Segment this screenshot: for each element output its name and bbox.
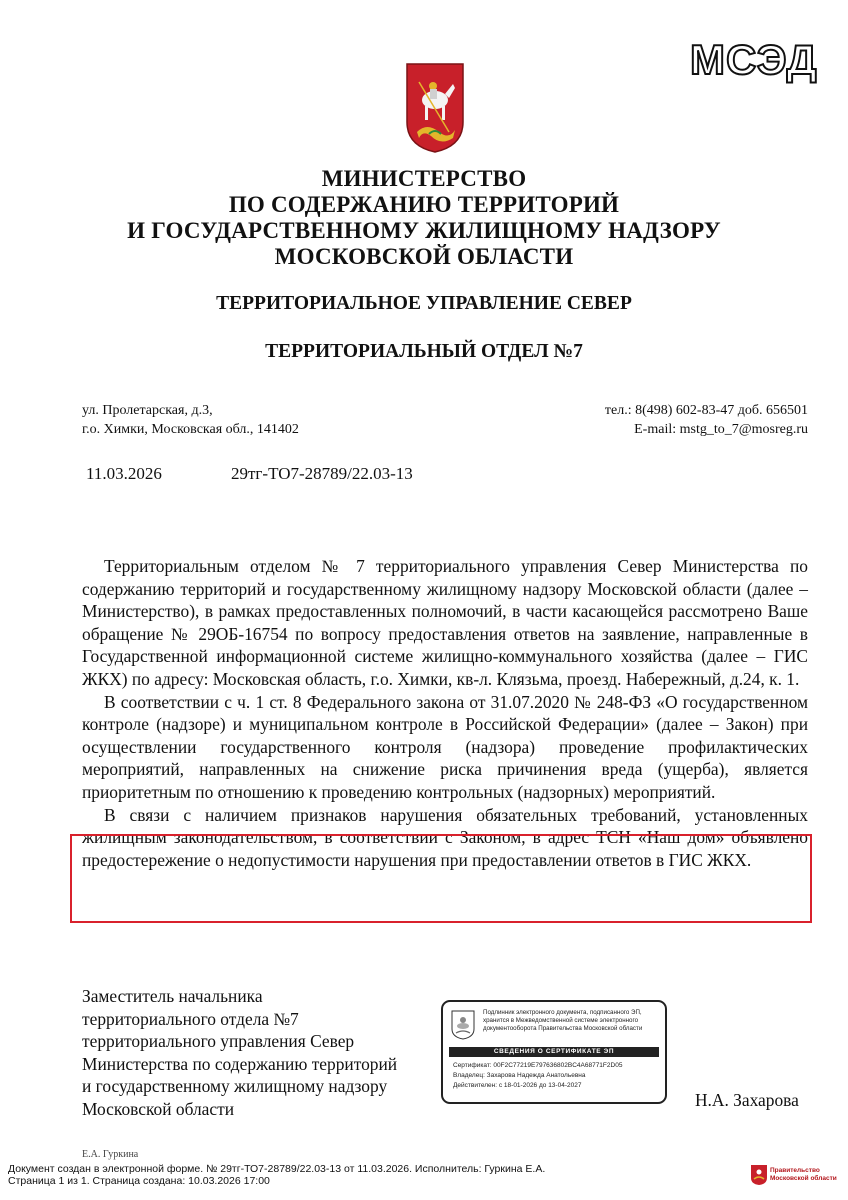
department-title: ТЕРРИТОРИАЛЬНОЕ УПРАВЛЕНИЕ СЕВЕР bbox=[216, 293, 632, 314]
ministry-title bbox=[0, 166, 848, 270]
e-signature-stamp bbox=[441, 1000, 667, 1104]
office-title: ТЕРРИТОРИАЛЬНЫЙ ОТДЕЛ №7 bbox=[265, 341, 583, 362]
footer-line: Страница 1 из 1. Страница создана: 10.03.2026 17:00 bbox=[8, 1175, 270, 1187]
highlight-box bbox=[70, 834, 812, 923]
msed-logo: МСЭД bbox=[690, 36, 818, 83]
government-logo-text bbox=[770, 1167, 837, 1183]
government-logo bbox=[748, 1162, 844, 1188]
body-paragraph-highlighted: В связи с наличием признаков нарушения обязательных требований, установленных жилищным законодательством, в соответствии с Законом, в адрес ТСН «Наш дом» объявлено предостережение о недопустимости нарушения при предоставлении ответов в ГИС ЖКХ. bbox=[82, 804, 808, 870]
document-footer bbox=[8, 1163, 545, 1187]
position-line: территориального управления Север bbox=[82, 1031, 355, 1052]
stamp-notice: Подлинник электронного документа, подписанного ЭП, хранится в Межведомственной системе электронного документооборота Правительства Московской области bbox=[483, 1009, 643, 1032]
signatory-position bbox=[82, 985, 397, 1121]
logo-text-line: Правительство bbox=[770, 1167, 820, 1174]
body-paragraph: В соответствии с ч. 1 ст. 8 Федерального закона от 31.07.2020 № 248-ФЗ «О государственном контроле (надзоре) и муниципальном контроле в Российской Федерации» (далее – Закон) при осуществлении государственного контроля (надзора) проведение профилактических мероприятий, направленных на снижение риска причинения вреда (ущерба), является приоритетным по отношению к проведению контрольных (надзорных) мероприятий. bbox=[82, 691, 808, 802]
certificate-number: Сертификат: 00F2C77219E797636802BC4A68771F2D05 bbox=[453, 1062, 623, 1069]
registration-number: 29тг-ТО7-28789/22.03-13 bbox=[231, 464, 413, 483]
ministry-title-line: И ГОСУДАРСТВЕННОМУ ЖИЛИЩНОМУ НАДЗОРУ bbox=[127, 218, 721, 243]
small-coat-of-arms-icon bbox=[451, 1010, 475, 1040]
signer-name: Н.А. Захарова bbox=[695, 1090, 799, 1110]
footer-line: Документ создан в электронной форме. № 29тг-ТО7-28789/22.03-13 от 11.03.2026. Исполнитель: Гуркина Е.А. bbox=[8, 1163, 546, 1175]
coat-of-arms-icon bbox=[405, 62, 465, 154]
executor-name: Е.А. Гуркина bbox=[82, 1149, 139, 1160]
logo-text-line: Московской области bbox=[770, 1175, 837, 1182]
certificate-validity: Действителен: с 18-01-2026 до 13-04-2027 bbox=[453, 1082, 582, 1089]
certificate-owner: Владелец: Захарова Надежда Анатольевна bbox=[453, 1072, 586, 1079]
phone-text: тел.: 8(498) 602-83-47 доб. 656501 bbox=[604, 403, 808, 418]
body-paragraph: Территориальным отделом № 7 территориального управления Север Министерства по содержанию территорий и государственному жилищному надзору Московской области (далее – Министерство), в рамках предоставленных полномочий, в части касающейся рассмотрено Ваше обращение № 29ОБ-16754 по вопросу предоставления ответов на заявление, направленные в Государственной информационной системе жилищно-коммунального хозяйства (далее – ГИС ЖКХ) по адресу: Московская область, г.о. Химки, кв-л. Клязьма, проезд. Набережный, д.24, к. 1. bbox=[82, 556, 808, 689]
stamp-title: СВЕДЕНИЯ О СЕРТИФИКАТЕ ЭП bbox=[449, 1047, 659, 1057]
address-line: ул. Пролетарская, д.3, bbox=[82, 403, 213, 418]
government-crest-icon bbox=[750, 1164, 768, 1186]
document-date: 11.03.2026 bbox=[86, 464, 162, 483]
position-line: Министерства по содержанию территорий bbox=[82, 1053, 398, 1074]
address-line: г.о. Химки, Московская обл., 141402 bbox=[82, 422, 299, 437]
ministry-title-line: МОСКОВСКОЙ ОБЛАСТИ bbox=[274, 244, 574, 269]
letter-body bbox=[82, 555, 808, 871]
position-line: территориального отдела №7 bbox=[82, 1008, 299, 1029]
ministry-title-line: МИНИСТЕРСТВО bbox=[321, 166, 527, 191]
certificate-info bbox=[453, 1061, 659, 1091]
position-line: Заместитель начальника bbox=[82, 986, 263, 1006]
email-text: E-mail: mstg_to_7@mosreg.ru bbox=[634, 422, 808, 437]
position-line: и государственному жилищному надзору bbox=[82, 1076, 388, 1097]
ministry-title-line: ПО СОДЕРЖАНИЮ ТЕРРИТОРИЙ bbox=[228, 192, 620, 217]
position-line: Московской области bbox=[82, 1098, 235, 1119]
postal-address bbox=[82, 401, 299, 439]
contact-info bbox=[605, 401, 808, 439]
